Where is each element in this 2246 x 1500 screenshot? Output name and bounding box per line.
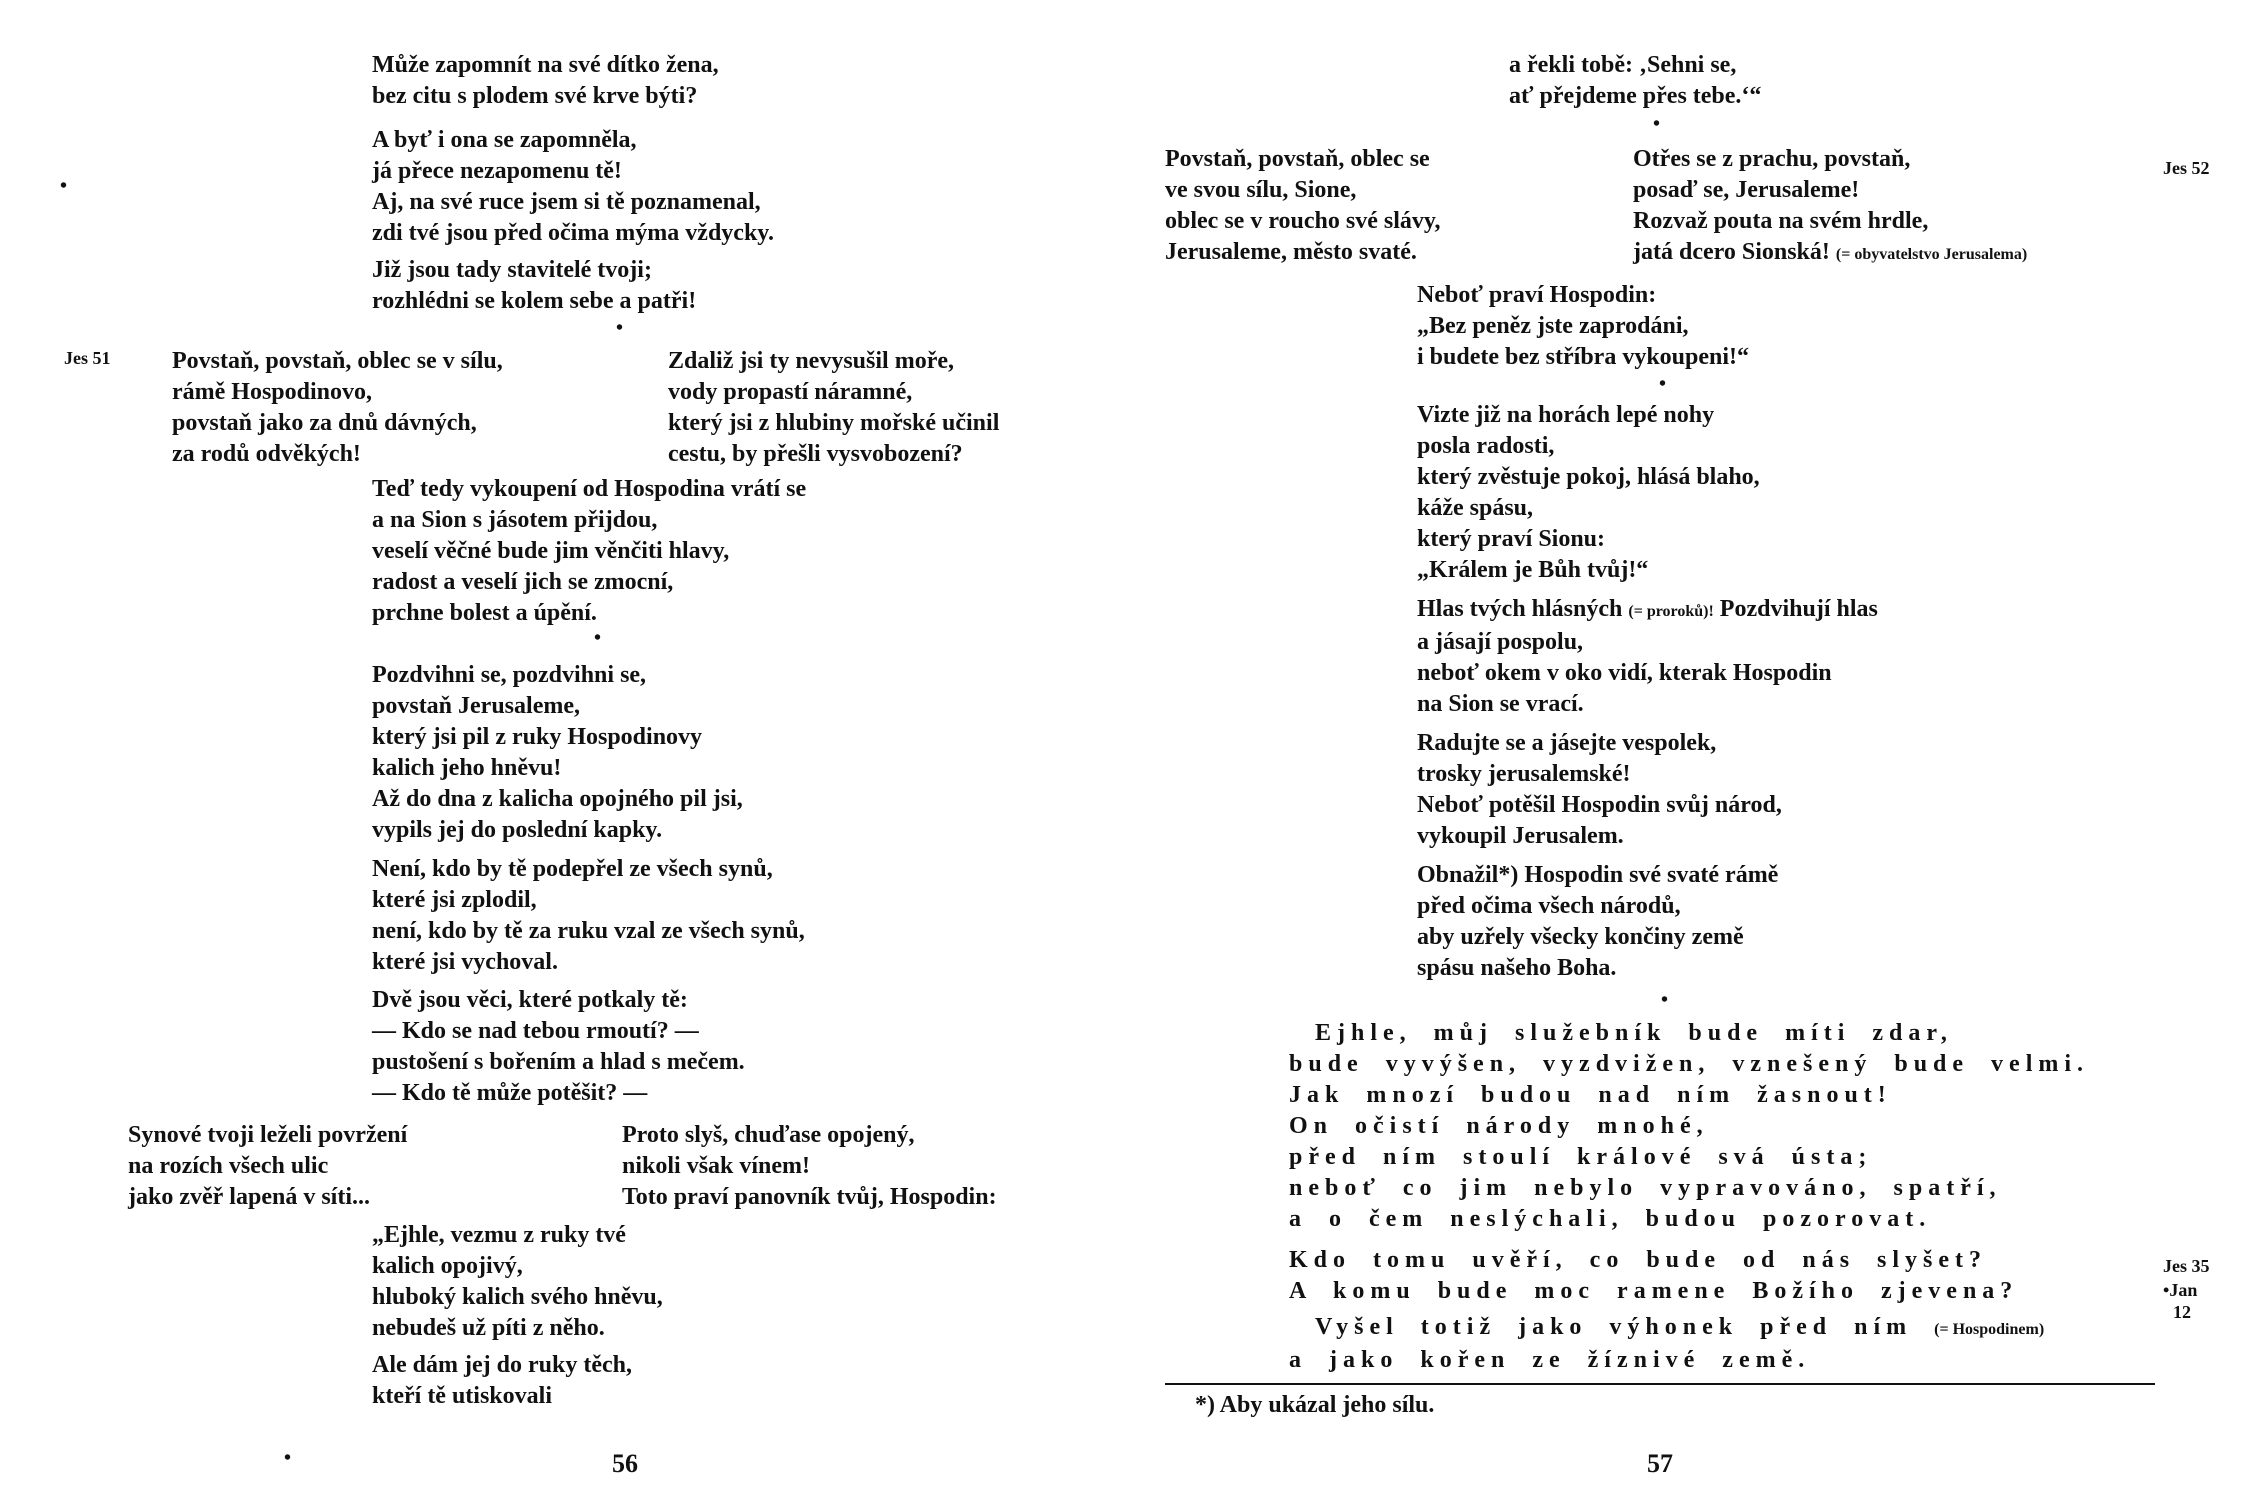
verse-line: vypils jej do poslední kapky. (372, 817, 663, 843)
verse-line: cestu, by přešli vysvobození? (668, 441, 963, 467)
margin-mark: • (284, 1447, 292, 1469)
verse-line: ve svou sílu, Sione, (1165, 177, 1357, 203)
verse-line: který jsi pil z ruky Hospodinovy (372, 724, 703, 750)
verse-line: „Ejhle, vezmu z ruky tvé (372, 1222, 626, 1248)
verse-line: zdi tvé jsou před očima mýma vždycky. (372, 220, 774, 246)
stanza-column (128, 1120, 407, 1213)
verse-line: a jako kořen ze žíznivé země. (1289, 1347, 1811, 1373)
stanza-column (1165, 144, 1441, 268)
verse-line: neboť okem v oko vidí, kterak Hospodin (1417, 660, 1832, 686)
stanza (372, 1350, 632, 1412)
verse-line: Povstaň, povstaň, oblec se (1165, 146, 1430, 172)
verse-line: Jerusaleme, město svaté. (1165, 239, 1417, 265)
footnote: *) Aby ukázal jeho sílu. (1195, 1392, 1435, 1418)
verse-line: Již jsou tady stavitelé tvoji; (372, 257, 652, 283)
verse-text: Pozdvihují hlas (1719, 596, 1878, 622)
verse-line: který praví Sionu: (1417, 526, 1606, 552)
verse-line: a na Sion s jásotem přijdou, (372, 507, 658, 533)
stanza (1417, 400, 1760, 586)
verse-line: Rozvaž pouta na svém hrdle, (1633, 208, 1929, 234)
verse-line: radost a veselí jich se zmocní, (372, 569, 674, 595)
margin-reference: 12 (2173, 1302, 2191, 1322)
verse-line: hluboký kalich svého hněvu, (372, 1284, 663, 1310)
stanza (1509, 50, 1761, 112)
verse-line: a řekli tobě: ‚Sehni se, (1509, 52, 1737, 78)
verse-line: posla radosti, (1417, 433, 1555, 459)
verse-text: Vyšel totiž jako výhonek před ním (1315, 1314, 1913, 1340)
stanza (372, 255, 696, 317)
verse-line: Zdaliž jsi ty nevysušil moře, (668, 348, 954, 374)
verse-line: bude vyvýšen, vyzdvižen, vznešený bude velmi. (1289, 1051, 2090, 1077)
verse-line: Teď tedy vykoupení od Hospodina vrátí se (372, 476, 807, 502)
verse-line: aby uzřely všecky končiny země (1417, 924, 1744, 950)
verse-line: spásu našeho Boha. (1417, 955, 1617, 981)
verse-line: kalich jeho hněvu! (372, 755, 562, 781)
verse-line: — Kdo se nad tebou rmoutí? — (372, 1018, 699, 1044)
margin-reference: •Jan (2163, 1280, 2198, 1300)
verse-line: rámě Hospodinovo, (172, 379, 373, 405)
stanza-column (622, 1120, 997, 1213)
stanza (372, 1220, 663, 1344)
verse-line: oblec se v roucho své slávy, (1165, 208, 1441, 234)
verse-line: povstaň jako za dnů dávných, (172, 410, 477, 436)
verse-line: A byť i ona se zapomněla, (372, 127, 637, 153)
verse-line (1289, 1312, 2044, 1345)
margin-reference: Jes 52 (2163, 158, 2210, 178)
stanza (1417, 728, 1782, 852)
verse-line: pustošení s bořením a hlad s mečem. (372, 1049, 745, 1075)
stanza (1417, 594, 1878, 720)
stanza (372, 125, 774, 249)
verse-line (1633, 237, 2027, 270)
verse-line: před ním stoulí králové svá ústa; (1289, 1144, 1873, 1170)
verse-text: jatá dcero Sionská! (1633, 239, 1830, 265)
section-divider: • (594, 627, 602, 649)
verse-line: Dvě jsou věci, které potkaly tě: (372, 987, 688, 1013)
verse-line: Až do dna z kalicha opojného pil jsi, (372, 786, 743, 812)
stanza (372, 50, 719, 112)
verse-line: Otřes se z prachu, povstaň, (1633, 146, 1911, 172)
inline-note: (= Hospodinem) (1934, 1321, 2045, 1338)
verse-line: které jsi zplodil, (372, 887, 537, 913)
stanza (1417, 860, 1778, 984)
verse-line: Pozdvihni se, pozdvihni se, (372, 662, 647, 688)
verse-line: „Bez peněz jste zaprodáni, (1417, 313, 1689, 339)
verse-line: trosky jerusalemské! (1417, 761, 1631, 787)
stanza (1417, 280, 1749, 373)
verse-line: Neboť praví Hospodin: (1417, 282, 1657, 308)
verse-line: Neboť potěšil Hospodin svůj národ, (1417, 792, 1782, 818)
footnote-divider (1165, 1383, 2155, 1385)
verse-line: nebudeš už píti z něho. (372, 1315, 605, 1341)
verse-line: Není, kdo by tě podepřel ze všech synů, (372, 856, 773, 882)
verse-line: Ejhle, můj služebník bude míti zdar, (1315, 1020, 1953, 1046)
verse-line: On očistí národy mnohé, (1289, 1113, 1709, 1139)
verse-line: a jásají pospolu, (1417, 629, 1584, 655)
stanza (1289, 1018, 2089, 1235)
verse-line: Aj, na své ruce jsem si tě poznamenal, (372, 189, 761, 215)
verse-line: neboť co jim nebylo vypravováno, spatří, (1289, 1175, 2002, 1201)
section-divider: • (1653, 113, 1661, 135)
verse-line: A komu bude moc ramene Božího zjevena? (1289, 1278, 2019, 1304)
margin-reference: Jes 35 (2163, 1256, 2210, 1276)
stanza-column (668, 346, 999, 470)
verse-line: který jsi z hlubiny mořské učinil (668, 410, 1000, 436)
stanza (372, 474, 806, 629)
verse-line: rozhlédni se kolem sebe a patři! (372, 288, 697, 314)
stanza-column (1633, 144, 2027, 270)
verse-line: Radujte se a jásejte vespolek, (1417, 730, 1717, 756)
verse-line: na Sion se vrací. (1417, 691, 1584, 717)
verse-line: Ale dám jej do ruky těch, (372, 1352, 632, 1378)
verse-line: ať přejdeme přes tebe.‘“ (1509, 83, 1762, 109)
verse-line: káže spásu, (1417, 495, 1534, 521)
verse-line: které jsi vychoval. (372, 949, 558, 975)
verse-line: Obnažil*) Hospodin své svaté rámě (1417, 862, 1779, 888)
stanza (1289, 1245, 2018, 1307)
verse-line: i budete bez stříbra vykoupeni!“ (1417, 344, 1750, 370)
verse-line: povstaň Jerusaleme, (372, 693, 580, 719)
verse-line: posaď se, Jerusaleme! (1633, 177, 1860, 203)
verse-line: který zvěstuje pokoj, hlásá blaho, (1417, 464, 1760, 490)
verse-line: na rozích všech ulic (128, 1153, 329, 1179)
verse-line: Synové tvoji leželi povržení (128, 1122, 408, 1148)
margin-mark: • (60, 175, 68, 197)
margin-reference-text: Jan (2169, 1280, 2198, 1300)
verse-line: — Kdo tě může potěšit? — (372, 1080, 648, 1106)
verse-line: Proto slyš, chuďase opojený, (622, 1122, 915, 1148)
verse-line: nikoli však vínem! (622, 1153, 811, 1179)
verse-text: Hlas tvých hlásných (1417, 596, 1623, 622)
stanza (372, 985, 745, 1109)
verse-line: prchne bolest a úpění. (372, 600, 597, 626)
margin-reference: Jes 51 (64, 348, 111, 368)
verse-line: „Králem je Bůh tvůj!“ (1417, 557, 1649, 583)
section-divider: • (1659, 373, 1667, 395)
right-page (1123, 0, 2246, 1500)
page-number: 57 (1647, 1449, 1673, 1478)
verse-line: vykoupil Jerusalem. (1417, 823, 1624, 849)
stanza-column (172, 346, 503, 470)
verse-line: veselí věčné bude jim věnčiti hlavy, (372, 538, 730, 564)
verse-line: bez citu s plodem své krve býti? (372, 83, 698, 109)
verse-line: Může zapomnít na své dítko žena, (372, 52, 719, 78)
inline-note: (= proroků)! (1628, 603, 1714, 620)
verse-line: jako zvěř lapená v síti... (128, 1184, 370, 1210)
stanza (372, 660, 743, 846)
verse-line: není, kdo by tě za ruku vzal ze všech synů, (372, 918, 805, 944)
inline-note: (= obyvatelstvo Jerusalema) (1835, 246, 2028, 263)
section-divider: • (616, 317, 624, 339)
verse-line: před očima všech národů, (1417, 893, 1681, 919)
section-divider: • (1661, 989, 1669, 1011)
verse-line: vody propastí náramné, (668, 379, 913, 405)
verse-line (1417, 594, 1878, 627)
verse-line: za rodů odvěkých! (172, 441, 361, 467)
verse-line: Toto praví panovník tvůj, Hospodin: (622, 1184, 997, 1210)
page-number: 56 (612, 1449, 638, 1478)
verse-line: kalich opojivý, (372, 1253, 523, 1279)
verse-line: a o čem neslýchali, budou pozorovat. (1289, 1206, 1932, 1232)
verse-line: kteří tě utiskovali (372, 1383, 552, 1409)
stanza (1289, 1312, 2044, 1376)
verse-line: Kdo tomu uvěří, co bude od nás slyšet? (1289, 1247, 1988, 1273)
stanza (372, 854, 805, 978)
verse-line: Jak mnozí budou nad ním žasnout! (1289, 1082, 1892, 1108)
verse-line: já přece nezapomenu tě! (372, 158, 622, 184)
verse-line: Vizte již na horách lepé nohy (1417, 402, 1715, 428)
verse-line: Povstaň, povstaň, oblec se v sílu, (172, 348, 503, 374)
